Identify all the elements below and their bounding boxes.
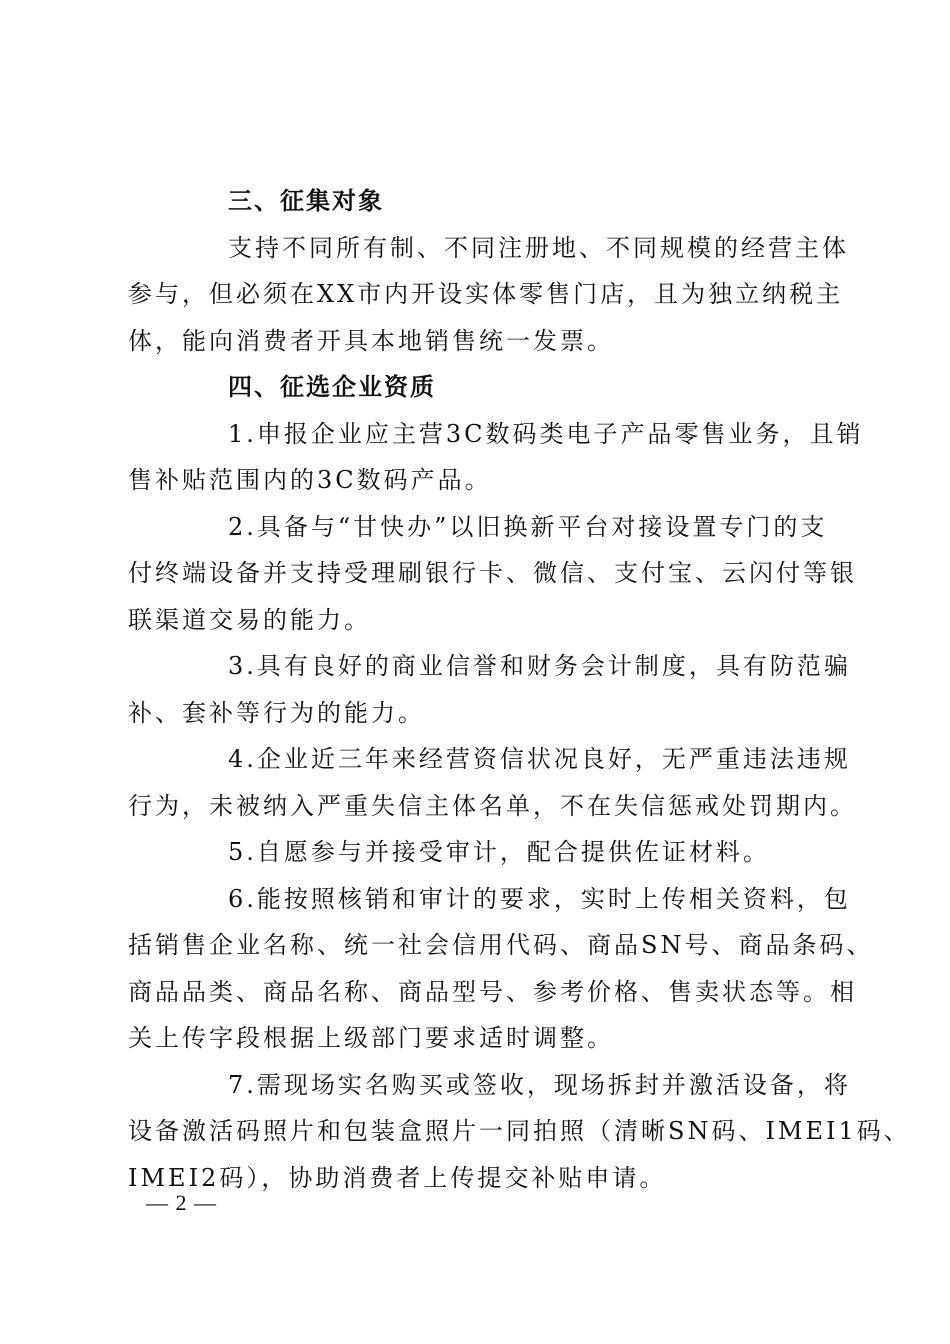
- paragraph-line: 行为，未被纳入严重失信主体名单，不在失信惩戒处罚期内。: [128, 791, 857, 820]
- paragraph-line: 6.能按照核销和审计的要求，实时上传相关资料，包: [228, 884, 851, 913]
- paragraph-line: 关上传字段根据上级部门要求适时调整。: [128, 1024, 614, 1052]
- section-heading: 三、征集对象: [228, 187, 384, 215]
- paragraph-line: 括销售企业名称、统一社会信用代码、商品SN号、商品条码、: [128, 931, 874, 959]
- paragraph-line: 售补贴范围内的3C数码产品。: [128, 466, 492, 494]
- paragraph-line: 5.自愿参与并接受审计，配合提供佐证材料。: [228, 838, 770, 866]
- paragraph-line: 设备激活码照片和包装盒照片一同拍照（清晰SN码、IMEI1码、: [128, 1117, 911, 1145]
- paragraph-line: 补、套补等行为的能力。: [128, 698, 425, 727]
- paragraph-line: 2.具备与“甘快办”以旧换新平台对接设置专门的支: [228, 512, 828, 541]
- paragraph-line: IMEI2码），协助消费者上传提交补贴申请。: [128, 1163, 667, 1192]
- paragraph-line: 付终端设备并支持受理刷银行卡、微信、支付宝、云闪付等银: [128, 559, 857, 587]
- paragraph-line: 4.企业近三年来经营资信状况良好，无严重违法违规: [228, 745, 851, 773]
- paragraph-line: 联渠道交易的能力。: [128, 605, 371, 634]
- document-body: [128, 178, 911, 1201]
- page-number: — 2 —: [146, 1190, 217, 1215]
- paragraph-line: 商品品类、商品名称、商品型号、参考价格、售卖状态等。相: [128, 977, 857, 1006]
- paragraph-line: 7.需现场实名购买或签收，现场拆封并激活设备，将: [228, 1070, 851, 1099]
- paragraph-line: 3.具有良好的商业信誉和财务会计制度，具有防范骗: [228, 652, 851, 680]
- section-heading: 四、征选企业资质: [228, 373, 436, 401]
- paragraph-line: 参与，但必须在XX市内开设实体零售门店，且为独立纳税主: [128, 280, 844, 308]
- paragraph-line: 支持不同所有制、不同注册地、不同规模的经营主体: [228, 233, 849, 262]
- paragraph-line: 体，能向消费者开具本地销售统一发票。: [128, 326, 614, 355]
- paragraph-line: 1.申报企业应主营3C数码类电子产品零售业务，且销: [228, 419, 864, 448]
